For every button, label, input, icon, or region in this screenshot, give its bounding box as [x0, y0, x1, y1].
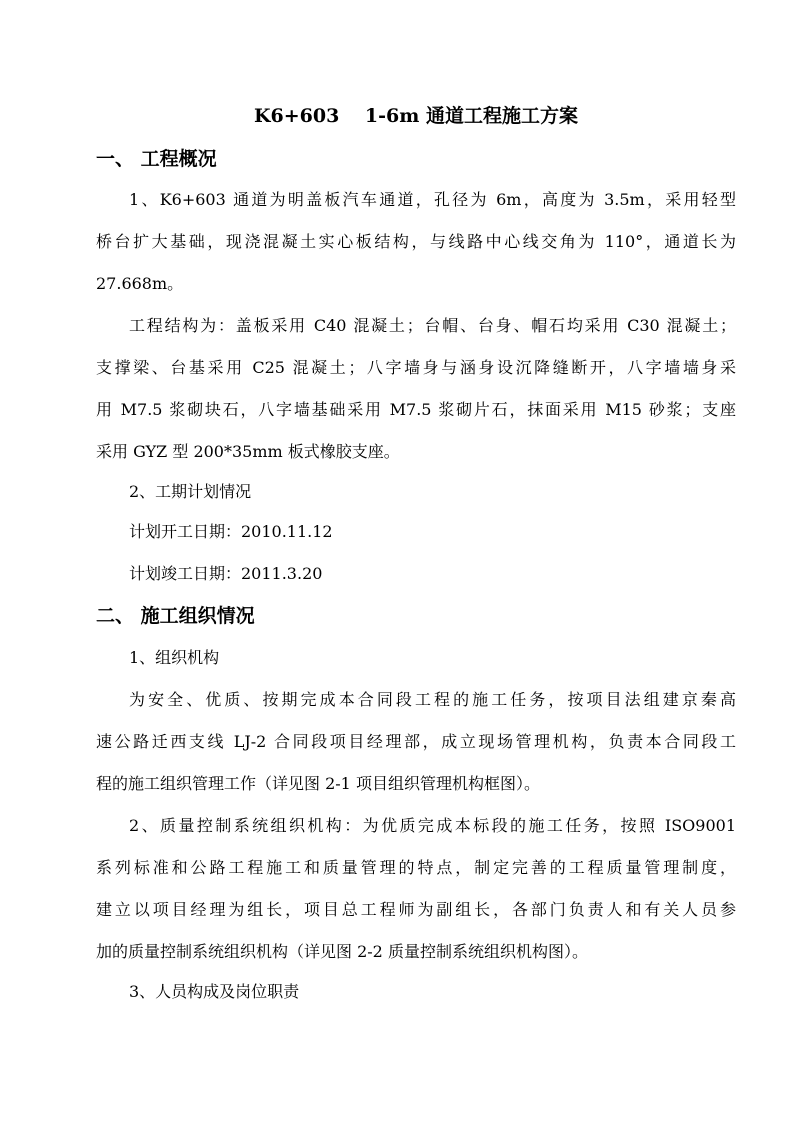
paragraph-line: 建立以项目经理为组长，项目总工程师为副组长，各部门负责人和有关人员参: [96, 900, 736, 919]
paragraph-line: 加的质量控制系统组织机构（详见图 2-2 质量控制系统组织机构图）。: [96, 942, 588, 961]
planned-completion-date: 计划竣工日期：2011.3.20: [129, 564, 323, 583]
paragraph-line: 为安全、优质、按期完成本合同段工程的施工任务，按项目法组建京秦高: [129, 690, 736, 709]
paragraph-line: 1、K6+603 通道为明盖板汽车通道，孔径为 6m，高度为 3.5m，采用轻型: [129, 190, 736, 209]
section-heading-organization: 二、 施工组织情况: [96, 605, 255, 627]
paragraph-line: 程的施工组织管理工作（详见图 2-1 项目组织管理机构框图）。: [96, 774, 540, 793]
paragraph-line: 工程结构为：盖板采用 C40 混凝土；台帽、台身、帽石均采用 C30 混凝土；: [129, 316, 736, 335]
paragraph-line: 27.668m。: [96, 274, 184, 293]
document-title: K6+603 1-6m 通道工程施工方案: [254, 105, 578, 127]
paragraph-line: 系列标准和公路工程施工和质量管理的特点，制定完善的工程质量管理制度，: [96, 858, 736, 877]
paragraph-line: 采用 GYZ 型 200*35mm 板式橡胶支座。: [96, 442, 400, 461]
section-heading-overview: 一、 工程概况: [96, 148, 217, 170]
subheading-schedule: 2、工期计划情况: [129, 482, 252, 501]
subheading-personnel: 3、人员构成及岗位职责: [129, 982, 300, 1001]
paragraph-line: 支撑梁、台基采用 C25 混凝土；八字墙身与涵身设沉降缝断开，八字墙墙身采: [96, 358, 736, 377]
paragraph-line: 2、质量控制系统组织机构：为优质完成本标段的施工任务，按照 ISO9001: [129, 816, 736, 835]
paragraph-line: 速公路迁西支线 LJ-2 合同段项目经理部，成立现场管理机构，负责本合同段工: [96, 732, 736, 751]
planned-start-date: 计划开工日期：2010.11.12: [129, 522, 333, 541]
paragraph-line: 用 M7.5 浆砌块石，八字墙基础采用 M7.5 浆砌片石，抹面采用 M15 砂浆；支座: [96, 400, 736, 419]
paragraph-line: 桥台扩大基础，现浇混凝土实心板结构，与线路中心线交角为 110°，通道长为: [96, 232, 736, 251]
subheading-organization: 1、组织机构: [129, 648, 220, 667]
